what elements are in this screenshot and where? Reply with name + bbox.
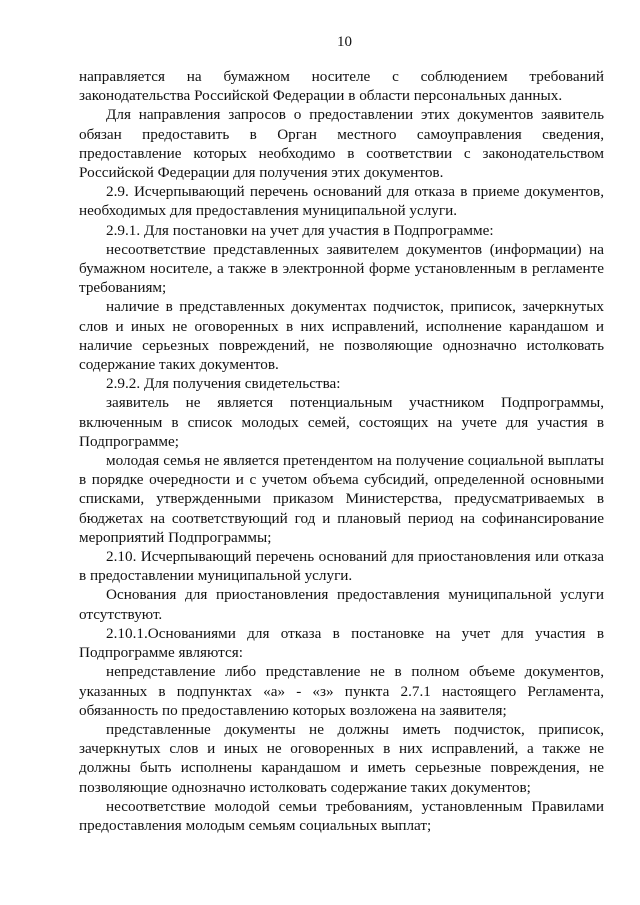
paragraph: несоответствие молодой семьи требованиям, установленным Правилами предоставления молодым семьям социальных выплат; xyxy=(79,797,604,834)
paragraph: наличие в представленных документах подчисток, приписок, зачеркнутых слов и иных не оговоренных в них исправлений, исполнение карандашом и наличие серьезных повреждений, не позволяющие однозначно истолковать содержание таких документов. xyxy=(79,298,604,374)
paragraph: 2.10.1.Основаниями для отказа в постановке на учет для участия в Подпрограмме являются: xyxy=(79,624,604,662)
paragraph: Для направления запросов о предоставлении этих документов заявитель обязан предоставить в Орган местного самоуправления сведения, предоставление которых необходимо в соответствии с законодательством Российской Федерации для получения этих документов. xyxy=(79,106,604,182)
paragraph: молодая семья не является претендентом на получение социальной выплаты в порядке очередности и с учетом объема субсидий, определенной основными списками, утвержденными приказом Министерства, предусматриваемых в бюджетах на соответствующий год и плановый период на софинансирование мероприятий Подпрограммы; xyxy=(79,452,604,546)
paragraph: заявитель не является потенциальным участником Подпрограммы, включенным в список молодых семей, состоящих на учете для участия в Подпрограмме; xyxy=(79,394,604,450)
page-number: 10 xyxy=(337,34,352,50)
paragraph: 2.10. Исчерпывающий перечень оснований для приостановления или отказа в предоставлении муниципальной услуги. xyxy=(79,548,604,585)
paragraph: направляется на бумажном носителе с соблюдением требований законодательства Российской Федерации в области персональных данных. xyxy=(79,68,604,105)
paragraph: 2.9. Исчерпывающий перечень оснований для отказа в приеме документов, необходимых для предоставления муниципальной услуги. xyxy=(79,183,604,220)
paragraph: представленные документы не должны иметь подчисток, приписок, зачеркнутых слов и иных не оговоренных в них исправлений, а также не должны быть исполнены карандашом и иметь серьезные повреждения, не позволяющие однозначно истолковать содержание таких документов; xyxy=(79,720,604,796)
document-body xyxy=(79,67,604,835)
paragraph: 2.9.1. Для постановки на учет для участия в Подпрограмме: xyxy=(106,221,494,239)
paragraph: 2.9.2. Для получения свидетельства: xyxy=(106,375,341,393)
paragraph: непредставление либо представление не в полном объеме документов, указанных в подпунктах «а» - «з» пункта 2.7.1 настоящего Регламента, обязанность по предоставлению которых возложена на заявителя; xyxy=(79,663,604,719)
paragraph: Основания для приостановления предоставления муниципальной услуги отсутствуют. xyxy=(79,586,604,623)
paragraph: несоответствие представленных заявителем документов (информации) на бумажном носителе, а также в электронной форме установленным в регламенте требованиям; xyxy=(79,240,604,297)
